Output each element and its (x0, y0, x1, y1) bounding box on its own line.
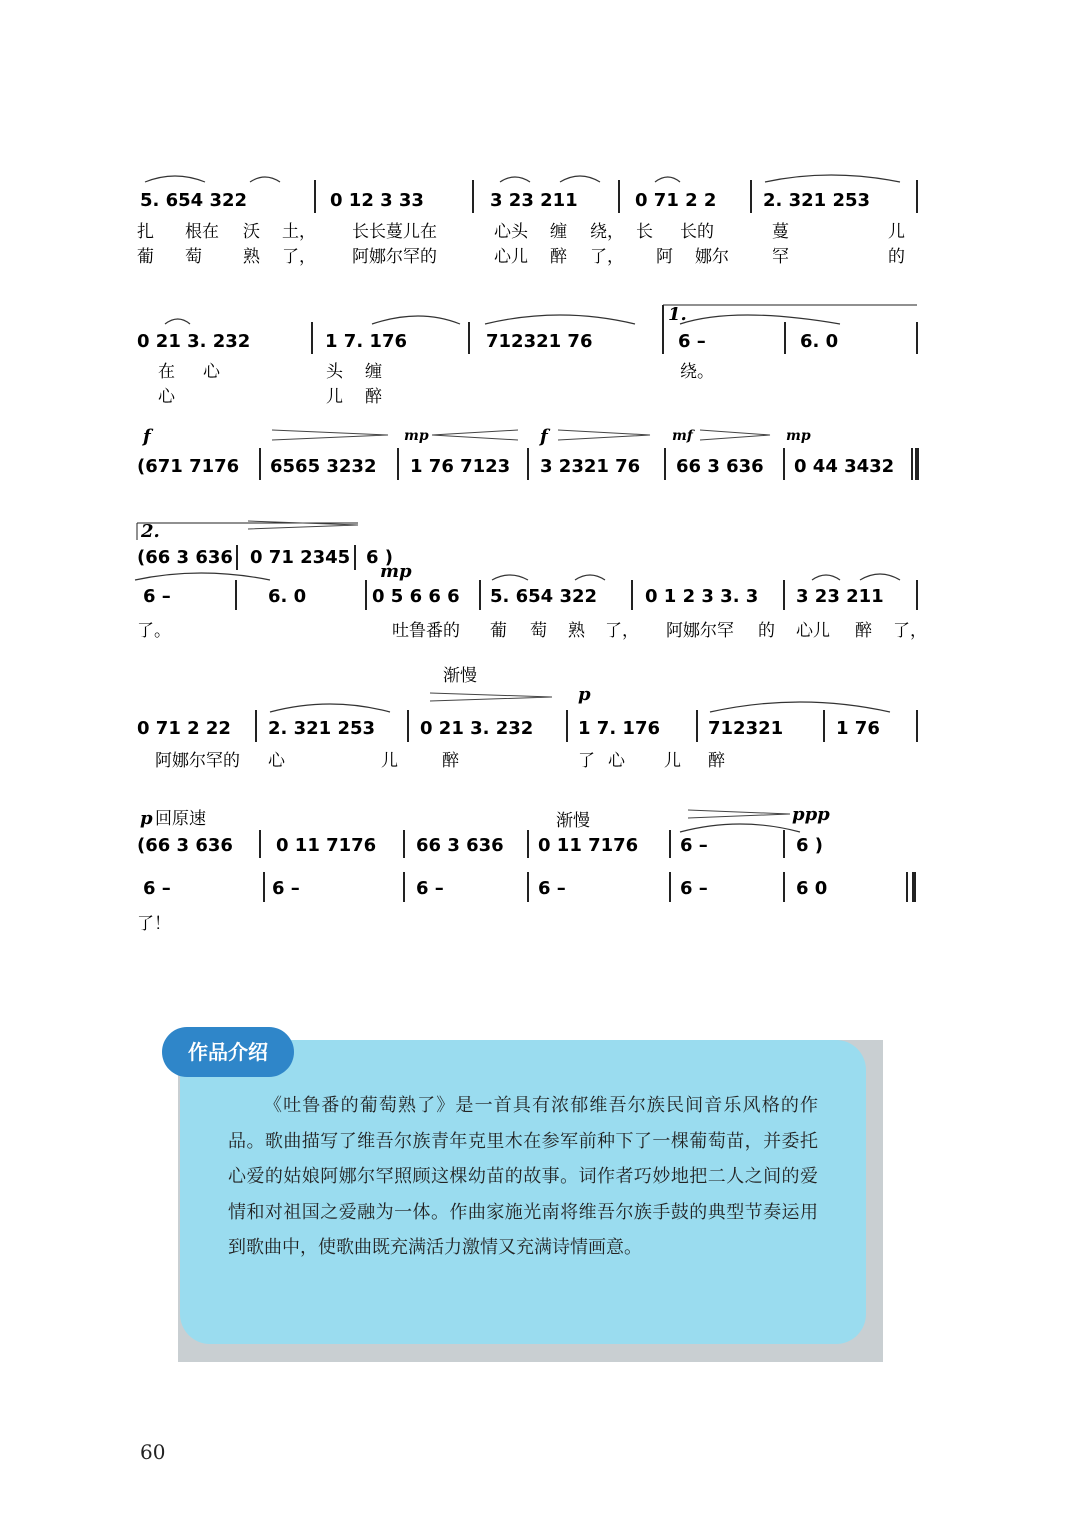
dynamic-mark: f (143, 426, 151, 447)
measure: 6 – (538, 878, 566, 899)
lyric: 的 (888, 247, 905, 267)
dynamic-mark: ppp (792, 804, 830, 825)
lyric: 蔓 (772, 222, 789, 242)
lyric: 葡 (490, 621, 507, 641)
measure: 0 1 2 3 3. 3 (645, 586, 759, 607)
measure: (671 7176 (137, 456, 240, 477)
measure: 6 ) (796, 835, 824, 856)
measure: 66 3 636 (676, 456, 764, 477)
dynamic-mark: mp (380, 561, 412, 582)
measure: 1 76 (836, 718, 880, 739)
measure: 0 71 2 22 (137, 718, 231, 739)
lyric: 心 (203, 362, 220, 382)
lyric: 醉 (855, 621, 872, 641)
lyric: 头 (326, 362, 343, 382)
measure: 0 21 3. 232 (137, 331, 251, 352)
dynamic-mark: p (578, 684, 591, 705)
measure: 712321 (708, 718, 784, 739)
measure: 3 2321 76 (540, 456, 641, 477)
measure: 1 76 7123 (410, 456, 511, 477)
volta-1: 1. (668, 304, 687, 325)
measure: (66 3 636 (137, 835, 233, 856)
measure: 0 11 7176 (276, 835, 377, 856)
dynamic-mark: mf (672, 428, 693, 444)
lyric: 心 (608, 751, 625, 771)
measure: 2. 321 253 (268, 718, 376, 739)
lyric: 扎 (137, 222, 154, 242)
measure: 2. 321 253 (763, 190, 871, 211)
measure: 0 12 3 33 (330, 190, 424, 211)
lyric: 根在 (185, 222, 219, 242)
measure: 3 23 211 (490, 190, 578, 211)
dynamic-mark: f (540, 426, 548, 447)
tempo-mark: 渐慢 (556, 811, 590, 831)
measure: 6 – (143, 586, 171, 607)
lyric: 娜尔 (695, 247, 729, 267)
tempo-mark: 回原速 (155, 809, 206, 829)
dynamic-mark: mp (786, 428, 811, 444)
lyric: 萄 (185, 247, 202, 267)
lyric: 阿娜尔罕的 (155, 751, 240, 771)
volta-2: 2. (141, 521, 160, 542)
measure: 1 7. 176 (325, 331, 407, 352)
measure: 66 3 636 (416, 835, 504, 856)
measure: 5. 654 322 (490, 586, 598, 607)
measure: 6. 0 (800, 331, 839, 352)
lyric: 萄 (530, 621, 547, 641)
lyric: 了， (605, 621, 639, 641)
dynamic-mark: mp (404, 428, 429, 444)
intro-tab: 作品介绍 (162, 1027, 294, 1077)
lyric: 长的 (680, 222, 714, 242)
measure: 0 5 6 6 6 (372, 586, 460, 607)
measure: (66 3 636 (137, 547, 233, 568)
measure: 6 – (143, 878, 171, 899)
measure: 6 – (416, 878, 444, 899)
lyric: 葡 (137, 247, 154, 267)
intro-text: 《吐鲁番的葡萄熟了》是一首具有浓郁维吾尔族民间音乐风格的作品。歌曲描写了维吾尔族青年克里木在参军前种下了一棵葡萄苗，并委托心爱的姑娘阿娜尔罕照顾这棵幼苗的故事。词作者巧妙地把二人之间的爱情和对祖国之爱融为一体。作曲家施光南将维吾尔族手鼓的典型节奏运用到歌曲中，使歌曲既充满活力激情又充满诗情画意。 (228, 1095, 818, 1258)
lyric: 熟 (243, 247, 260, 267)
lyric: 心儿 (796, 621, 830, 641)
lyric: 儿 (381, 751, 398, 771)
measure: 0 44 3432 (794, 456, 895, 477)
measure: 6 – (680, 835, 708, 856)
lyric: 的 (758, 621, 775, 641)
lyric: 熟 (568, 621, 585, 641)
lyric: 长 (636, 222, 653, 242)
measure: 6 – (678, 331, 706, 352)
lyric: 心 (268, 751, 285, 771)
measure: 3 23 211 (796, 586, 884, 607)
lyric: 阿娜尔罕 (666, 621, 734, 641)
lyric: 土， (282, 222, 316, 242)
lyric: 缠 (365, 362, 382, 382)
lyric: 儿 (326, 387, 343, 407)
lyric: 了！ (137, 914, 171, 934)
measure: 0 71 2 2 (635, 190, 717, 211)
measure: 6 – (680, 878, 708, 899)
lyric: 了 (578, 751, 595, 771)
lyric: 在 (158, 362, 175, 382)
lyric: 心儿 (494, 247, 528, 267)
lyric: 沃 (243, 222, 260, 242)
lyric: 醉 (550, 247, 567, 267)
measure: 6 0 (796, 878, 828, 899)
lyric: 阿娜尔罕的 (352, 247, 437, 267)
measure: 1 7. 176 (578, 718, 660, 739)
measure: 0 21 3. 232 (420, 718, 534, 739)
lyric: 醉 (708, 751, 725, 771)
lyric: 了， (893, 621, 927, 641)
page-number: 60 (140, 1440, 166, 1464)
lyric: 罕 (772, 247, 789, 267)
lyric: 绕， (590, 222, 624, 242)
lyric: 醉 (365, 387, 382, 407)
lyric: 了， (590, 247, 624, 267)
measure: 0 11 7176 (538, 835, 639, 856)
measure: 5. 654 322 (140, 190, 248, 211)
lyric: 心头 (494, 222, 528, 242)
lyric: 吐鲁番的 (392, 621, 460, 641)
measure: 6. 0 (268, 586, 307, 607)
lyric: 了， (282, 247, 316, 267)
lyric: 缠 (550, 222, 567, 242)
lyric: 长长蔓儿在 (352, 222, 437, 242)
dynamic-mark: p (140, 808, 153, 829)
measure: 712321 76 (486, 331, 593, 352)
measure: 6565 3232 (270, 456, 377, 477)
lyric: 阿 (656, 247, 673, 267)
tempo-mark: 渐慢 (443, 666, 477, 686)
lyric: 了。 (137, 621, 171, 641)
lyric: 儿 (664, 751, 681, 771)
lyric: 醉 (442, 751, 459, 771)
measure: 6 ) (366, 547, 394, 568)
lyric: 心 (158, 387, 175, 407)
measure: 0 71 2345 (250, 547, 351, 568)
measure: 6 – (272, 878, 300, 899)
lyric: 绕。 (680, 362, 714, 382)
lyric: 儿 (888, 222, 905, 242)
